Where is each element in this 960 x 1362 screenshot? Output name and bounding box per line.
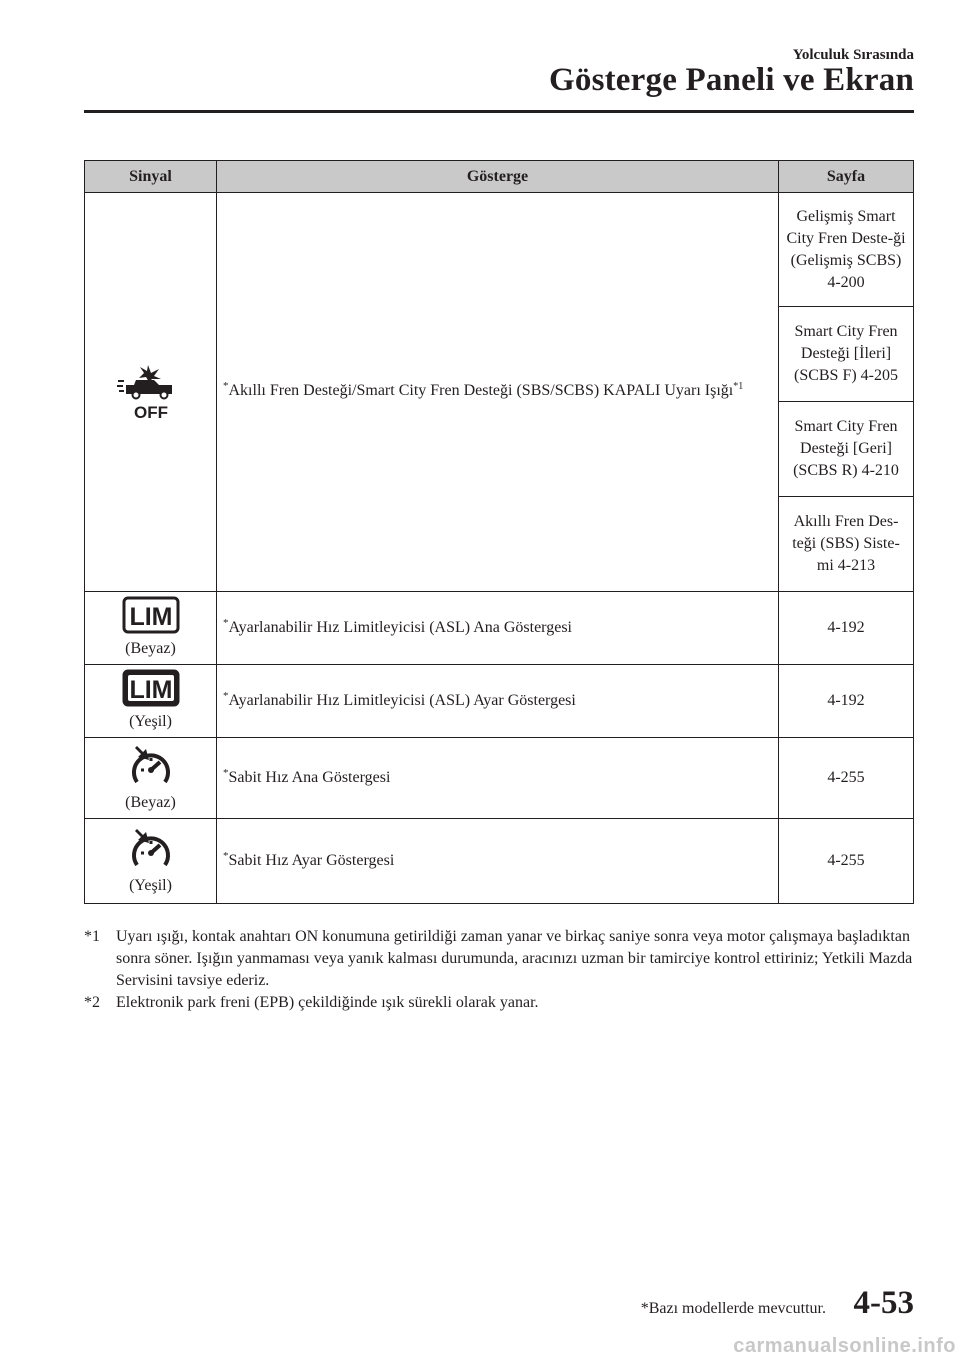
- column-header-indicator: Gösterge: [217, 161, 779, 193]
- cruise-control-icon: [129, 742, 173, 788]
- availability-note: *Bazı modellerde mevcuttur.: [640, 1300, 826, 1317]
- icon-color-caption: (Yeşil): [129, 713, 172, 730]
- footnote-ref: *1: [733, 381, 744, 392]
- signal-cell: [85, 819, 217, 904]
- indicator-description: [217, 738, 779, 819]
- footnote-text: Elektronik park freni (EPB) çekildiğinde ışık sürekli olarak yanar.: [116, 994, 539, 1011]
- indicator-text: Sabit Hız Ana Göstergesi: [228, 768, 391, 786]
- asterisk-mark: *: [223, 616, 229, 629]
- table-row: [85, 738, 914, 819]
- page-title: Gösterge Paneli ve Ekran: [549, 62, 914, 98]
- icon-color-caption: (Beyaz): [125, 794, 176, 811]
- footnotes: [84, 926, 914, 1014]
- column-header-page: Sayfa: [779, 161, 914, 193]
- footnote: [84, 992, 914, 1014]
- asterisk-mark: *: [223, 766, 229, 779]
- footnote-mark: *2: [84, 994, 100, 1011]
- indicator-text: Ayarlanabilir Hız Limitleyicisi (ASL) Ana Göstergesi: [228, 618, 572, 636]
- asterisk-mark: *: [223, 689, 229, 702]
- speed-limiter-icon: [122, 596, 180, 634]
- indicator-text: Akıllı Fren Desteği/Smart City Fren Desteği (SBS/SCBS) KAPALI Uyarı Işığı: [228, 382, 734, 399]
- watermark: carmanualsonline.info: [733, 1335, 956, 1357]
- signal-cell: [85, 193, 217, 592]
- asterisk-mark: *: [223, 849, 229, 862]
- section-label: Yolculuk Sırasında: [792, 47, 914, 63]
- page-reference: Smart City Fren Desteği [Geri] (SCBS R) 4-210: [779, 402, 914, 497]
- table-row: [85, 193, 914, 307]
- indicator-table: [84, 160, 914, 904]
- table-header-row: [85, 161, 914, 193]
- signal-cell: [85, 665, 217, 738]
- table-row: [85, 819, 914, 904]
- footnote-text: Uyarı ışığı, kontak anahtarı ON konumuna getirildiği zaman yanar ve birkaç saniye sonra veya motor çalışmaya başladıktan sonra söner. Işığın yanmaması veya yanık kalması durumunda, aracınızı uzman bir tamirciye kontrol ettiriniz; Yetkili Mazda Servisini tavsiye ederiz.: [116, 928, 913, 989]
- page-reference: 4-255: [779, 819, 914, 904]
- header-rule: [84, 110, 914, 113]
- footnote-mark: *1: [84, 928, 100, 945]
- indicator-description: [217, 819, 779, 904]
- page-number: 4-53: [853, 1285, 914, 1321]
- page-reference: Smart City Fren Desteği [İleri] (SCBS F) 4-205: [779, 307, 914, 402]
- signal-cell: [85, 738, 217, 819]
- cruise-control-icon: [129, 825, 173, 871]
- indicator-text: Ayarlanabilir Hız Limitleyicisi (ASL) Ayar Göstergesi: [228, 691, 576, 709]
- table-row: [85, 665, 914, 738]
- brake-off-icon-text: OFF: [133, 403, 168, 421]
- indicator-description: [217, 592, 779, 665]
- icon-color-caption: (Beyaz): [125, 640, 176, 657]
- indicator-description: [217, 193, 779, 592]
- footnote: [84, 926, 914, 992]
- lim-icon-text: LIM: [128, 603, 173, 631]
- page-reference: Akıllı Fren Des-teği (SBS) Siste-mi 4-213: [779, 497, 914, 592]
- page-reference: 4-255: [779, 738, 914, 819]
- page-reference: Gelişmiş Smart City Fren Deste-ği (Gelişmiş SCBS) 4-200: [779, 193, 914, 307]
- lim-icon-text: LIM: [128, 676, 173, 704]
- speed-limiter-icon: [122, 669, 180, 707]
- brake-support-off-icon: [116, 363, 186, 421]
- page-reference: 4-192: [779, 665, 914, 738]
- icon-color-caption: (Yeşil): [129, 877, 172, 894]
- indicator-description: [217, 665, 779, 738]
- asterisk-mark: *: [223, 380, 229, 392]
- indicator-text: Sabit Hız Ayar Göstergesi: [228, 851, 395, 869]
- signal-cell: [85, 592, 217, 665]
- page-reference: 4-192: [779, 592, 914, 665]
- column-header-signal: Sinyal: [85, 161, 217, 193]
- table-row: [85, 592, 914, 665]
